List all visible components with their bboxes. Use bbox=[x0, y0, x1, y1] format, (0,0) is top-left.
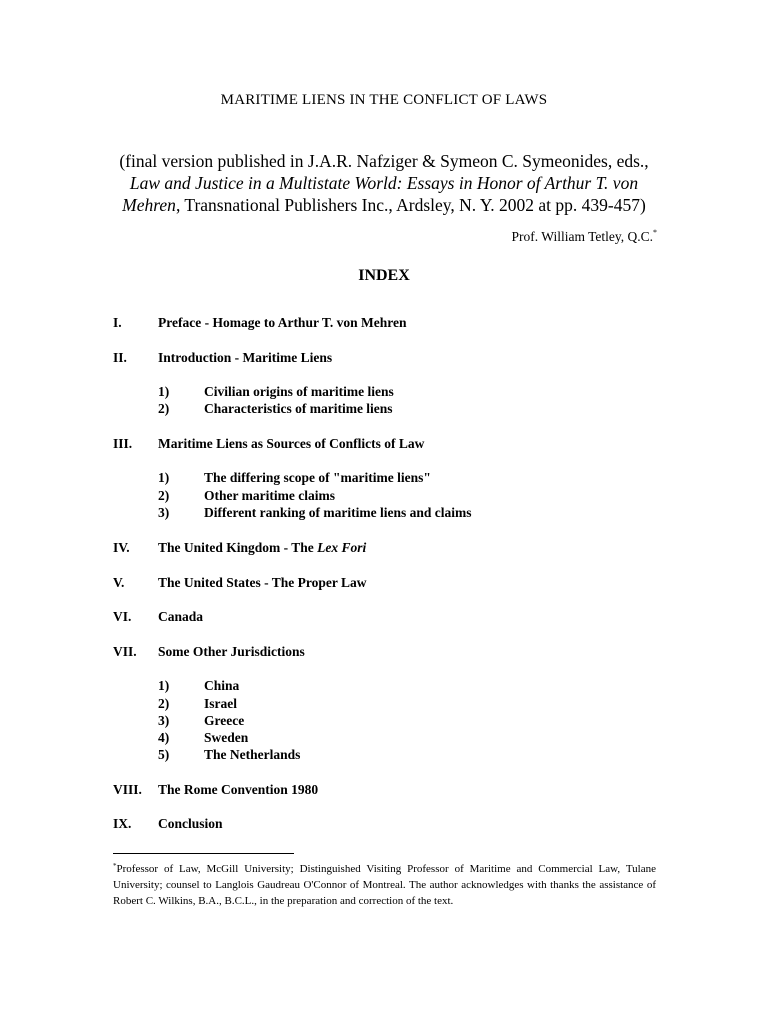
toc-section-number: VIII. bbox=[113, 782, 142, 797]
toc-section-number: IX. bbox=[113, 816, 132, 831]
book-title-continued: Mehren bbox=[122, 195, 176, 215]
footnote-separator bbox=[113, 853, 294, 854]
toc-section-title-text: The United Kingdom - The bbox=[158, 540, 318, 555]
document-title: MARITIME LIENS IN THE CONFLICT OF LAWS bbox=[220, 92, 548, 108]
book-title: Law and Justice in a Multistate World: Essays in Honor of Arthur T. von bbox=[129, 173, 639, 193]
toc-subsection-number: 1) bbox=[158, 470, 170, 485]
toc-subsection-number: 4) bbox=[158, 730, 170, 745]
author-line bbox=[512, 228, 658, 245]
toc-subsection-title: Sweden bbox=[204, 730, 249, 745]
toc-subsection-title: Different ranking of maritime liens and claims bbox=[204, 505, 472, 520]
footnote bbox=[113, 858, 656, 909]
toc-subsection-number: 1) bbox=[158, 678, 170, 693]
toc-subsection-title: Characteristics of maritime liens bbox=[204, 401, 393, 416]
index-heading: INDEX bbox=[358, 267, 410, 284]
toc-section-title-text: The United States - The Proper Law bbox=[158, 575, 367, 590]
toc-section-number: III. bbox=[113, 436, 133, 451]
footnote-text: Professor of Law, McGill University; Distinguished Visiting Professor of Maritime and Commercial Law, Tulane University; counsel to Langlois Gaudreau O'Connor of Montreal. The author acknowledges with thanks the assistance of Robert C. Wilkins, B.A., B.C.L., in the preparation and correction of the text. bbox=[113, 863, 656, 907]
toc-section-title-text: Canada bbox=[158, 609, 204, 624]
toc-subsection-title: China bbox=[204, 678, 240, 693]
toc-section-number: V. bbox=[113, 575, 125, 590]
author-footnote-mark[interactable]: * bbox=[653, 228, 657, 237]
toc-subsection-title: The differing scope of "maritime liens" bbox=[204, 470, 431, 485]
toc-section-title bbox=[158, 609, 203, 625]
toc-section-title-text: The Rome Convention 1980 bbox=[158, 782, 319, 797]
toc-section-title-text: Preface - Homage to Arthur T. von Mehren bbox=[158, 315, 407, 330]
toc-section-number: VII. bbox=[113, 644, 137, 659]
toc-section-title bbox=[158, 350, 332, 366]
toc-section-title bbox=[158, 644, 305, 660]
toc-subsection-title: Civilian origins of maritime liens bbox=[204, 384, 394, 399]
author-name: Prof. William Tetley, Q.C. bbox=[511, 229, 653, 244]
publication-note bbox=[100, 150, 668, 216]
toc-section-title bbox=[158, 782, 318, 798]
toc-subsection-number: 3) bbox=[158, 713, 170, 728]
toc-section-number: I. bbox=[113, 315, 122, 330]
toc-subsection-number: 2) bbox=[158, 696, 170, 711]
toc-section-title bbox=[158, 575, 367, 591]
toc-subsection-number: 1) bbox=[158, 384, 170, 399]
publication-line: (final version published in J.A.R. Nafziger & Symeon C. Symeonides, eds., bbox=[119, 151, 649, 171]
toc-section-title-italic: Lex Fori bbox=[317, 540, 367, 555]
toc-section-number: II. bbox=[113, 350, 127, 365]
toc-section-title bbox=[158, 436, 424, 452]
toc-subsection-number: 2) bbox=[158, 488, 170, 503]
toc-subsection-title: The Netherlands bbox=[204, 747, 301, 762]
footnote-mark: * bbox=[113, 862, 117, 870]
toc-section-title bbox=[158, 816, 223, 832]
publisher-details: , Transnational Publishers Inc., Ardsley, N. Y. 2002 at pp. 439-457) bbox=[175, 195, 646, 215]
toc-section-title-text: Introduction - Maritime Liens bbox=[158, 350, 333, 365]
toc-section-number: IV. bbox=[113, 540, 130, 555]
toc-section-title-text: Conclusion bbox=[158, 816, 223, 831]
toc-subsection-title: Other maritime claims bbox=[204, 488, 335, 503]
toc-subsection-number: 5) bbox=[158, 747, 170, 762]
toc-section-title bbox=[158, 540, 366, 556]
toc-subsection-title: Israel bbox=[204, 696, 237, 711]
toc-subsection-number: 3) bbox=[158, 505, 170, 520]
toc-subsection-title: Greece bbox=[204, 713, 245, 728]
toc-subsection-number: 2) bbox=[158, 401, 170, 416]
toc-section-title-text: Maritime Liens as Sources of Conflicts of Law bbox=[158, 436, 425, 451]
toc-section-title-text: Some Other Jurisdictions bbox=[158, 644, 305, 659]
toc-section-number: VI. bbox=[113, 609, 132, 624]
toc-section-title bbox=[158, 315, 406, 331]
